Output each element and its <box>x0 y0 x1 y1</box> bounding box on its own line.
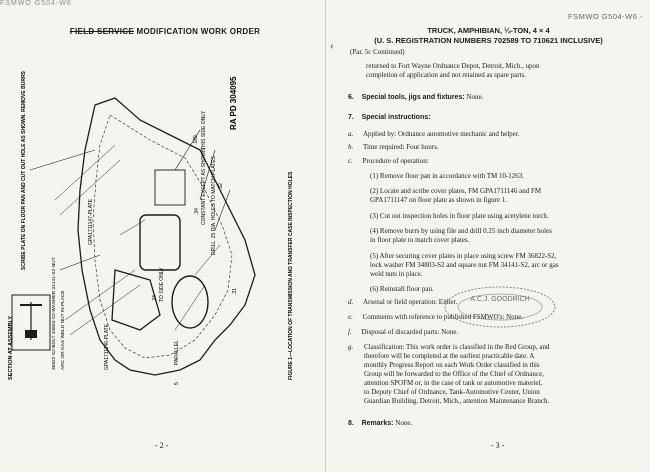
item-b <box>348 143 439 152</box>
label-arc-weld: ARC OR GAS WELD NUT IN PLACE <box>61 290 66 370</box>
step-4-line-2: in floor plate to match cover plates. <box>370 236 470 244</box>
paragraph-6 <box>348 93 483 102</box>
c-text: Procedure of operation: <box>362 157 429 165</box>
returned-line-2: completion of application and not retained as spare parts. <box>366 71 526 79</box>
g-line-3: monthly Progress Report on each Work Order classified in this <box>364 361 540 369</box>
label-scribe: SCRIBE PLATE ON FLOOR PAN AND CUT OUT HOLE AS SHOWN. REMOVE BURRS <box>21 71 27 270</box>
label-dim-24: .24 <box>152 295 158 302</box>
g-line-7: Guardian Building, Detroit, Mich., attention Maintenance Branch. <box>364 397 550 405</box>
f-letter: f. <box>348 328 352 336</box>
approval-stamp <box>440 283 560 331</box>
step-5-line-2: lock washer FM 34803-S2 and square nut FM 34141-S2, arc or gas <box>370 261 559 269</box>
step-2-line-1: (2) Locate and scribe cover plates, FM GPA1711146 and FM <box>370 187 542 195</box>
p6-text: None. <box>466 93 484 101</box>
label-parallel: PARALLEL <box>174 340 180 365</box>
inspection-hole-2 <box>172 276 208 328</box>
label-dim-31: .31 <box>232 288 238 295</box>
p7-number: 7. <box>348 114 354 121</box>
right-page <box>325 0 650 472</box>
a-text: Applied by: Ordnance automotive mechanic and helper. <box>363 130 520 138</box>
step-5-line-3: weld nuts in place. <box>370 270 423 278</box>
f-text: Disposal of discarded parts: None. <box>361 328 459 336</box>
g-line-6: to Deputy Chief of Ordnance, Tank-Automotive Center, Union <box>364 388 540 396</box>
left-top-strip: FSMWO G504-W6 <box>0 0 72 7</box>
step-1: (1) Remove floor pan in accordance with TM 10-1263. <box>370 172 525 180</box>
figure-caption: FIGURE 1—LOCATION OF TRANSMISSION AND TRANSFER CASE INSPECTION HOLES <box>288 171 294 380</box>
label-bolt: 36822-S2-BOLT 34803-S2-WASHER 34141-S2-NUT <box>52 257 57 370</box>
step-6: (6) Reinstall floor pan. <box>370 285 434 293</box>
g-line-4: Group will be forwarded to the Office of the Chief of Ordnance, <box>364 370 544 378</box>
label-plate-1: GPA1711146-PLATE <box>104 323 110 370</box>
p6-number: 6. <box>348 94 354 101</box>
left-page-number: - 2 - <box>155 441 169 450</box>
d-text: Arsenal or field operation: Either. <box>363 298 458 306</box>
floor-plate-diagram <box>0 40 325 430</box>
step-4-line-1: (4) Remove burrs by using file and drill 0.25 inch diameter holes <box>370 227 552 235</box>
item-g-letter <box>348 343 353 352</box>
label-drill: DRILL .25 DIA. HOLES TO MATCH PLATES <box>211 156 217 255</box>
p8-number: 8. <box>348 420 354 427</box>
title-rest-text: MODIFICATION WORK ORDER <box>134 27 261 36</box>
inspection-hole-1 <box>140 215 180 270</box>
right-header: FSMWO G504-W6 - <box>567 12 643 21</box>
b-text: Time required: Four hours. <box>363 143 439 151</box>
par-continued: (Par. 5c Continued) <box>350 48 405 56</box>
label-dim-5: 5 <box>174 382 180 385</box>
c-letter: c. <box>348 157 353 165</box>
e-text: Comments with reference to published FSMWO's: None. <box>362 313 524 321</box>
step-3: (3) Cut out inspection holes in floor plate using acetylene torch. <box>370 212 549 220</box>
g-line-2: therefore will be completed at the earliest practicable date. A <box>364 352 535 360</box>
p8-text: None. <box>395 419 413 427</box>
p7-label: Special instructions: <box>361 114 431 121</box>
item-c <box>348 157 429 166</box>
doc-title-line-2: (U. S. REGISTRATION NUMBERS 702589 TO 710621 INCLUSIVE) <box>374 36 603 45</box>
label-dim-32: .32 <box>218 183 224 190</box>
label-dim-189: .189 <box>193 135 199 145</box>
g-letter: g. <box>348 343 354 351</box>
label-section: SECTION AT ASSEMBLY <box>8 315 14 380</box>
label-to-side: TO SIDE ONLY <box>159 267 165 302</box>
step-2-line-2: GPA1711147 on floor plate as shown in figure 1. <box>370 196 508 204</box>
label-this-side: THIS SIDE ONLY <box>201 110 207 150</box>
a-letter: a. <box>348 130 354 138</box>
stamp-text: A.C.J. GOODRICH <box>470 296 530 303</box>
label-dim-34: .34 <box>194 208 200 215</box>
g-line-5: attention SPOFM or, in the case of tank or automotive materiel, <box>364 379 543 387</box>
paragraph-8 <box>348 419 412 428</box>
title-struck-text: FIELD SERVICE <box>69 27 135 36</box>
d-letter: d. <box>348 298 354 306</box>
b-letter: b. <box>348 143 354 151</box>
right-page-number: - 3 - <box>491 441 505 450</box>
left-page-title <box>40 27 290 36</box>
section-detail <box>12 295 50 350</box>
label-constant: CONSTANT EXCEPT AS SHOWN <box>201 148 207 225</box>
p6-label: Special tools, jigs and fixtures: <box>361 94 465 101</box>
margin-mark: ‹ <box>330 40 334 52</box>
doc-title-line-1: TRUCK, AMPHIBIAN, ¼-TON, 4 × 4 <box>427 26 550 35</box>
g-line-1: Classification: This work order is classified in the Red Group, and <box>364 343 550 351</box>
ra-pd-number: RA PD 304095 <box>229 76 238 130</box>
e-letter: e. <box>348 313 353 321</box>
step-5-line-1: (5) After securing cover plates in place using screw FM 36822-S2, <box>370 252 557 260</box>
item-a <box>348 130 519 139</box>
returned-line-1: returned to Fort Wayne Ordnance Depot, Detroit, Mich., upon <box>366 62 540 70</box>
p8-label: Remarks: <box>361 420 394 427</box>
label-plate-2: GPA1711147-PLATE <box>88 198 94 245</box>
paragraph-7 <box>348 113 430 122</box>
